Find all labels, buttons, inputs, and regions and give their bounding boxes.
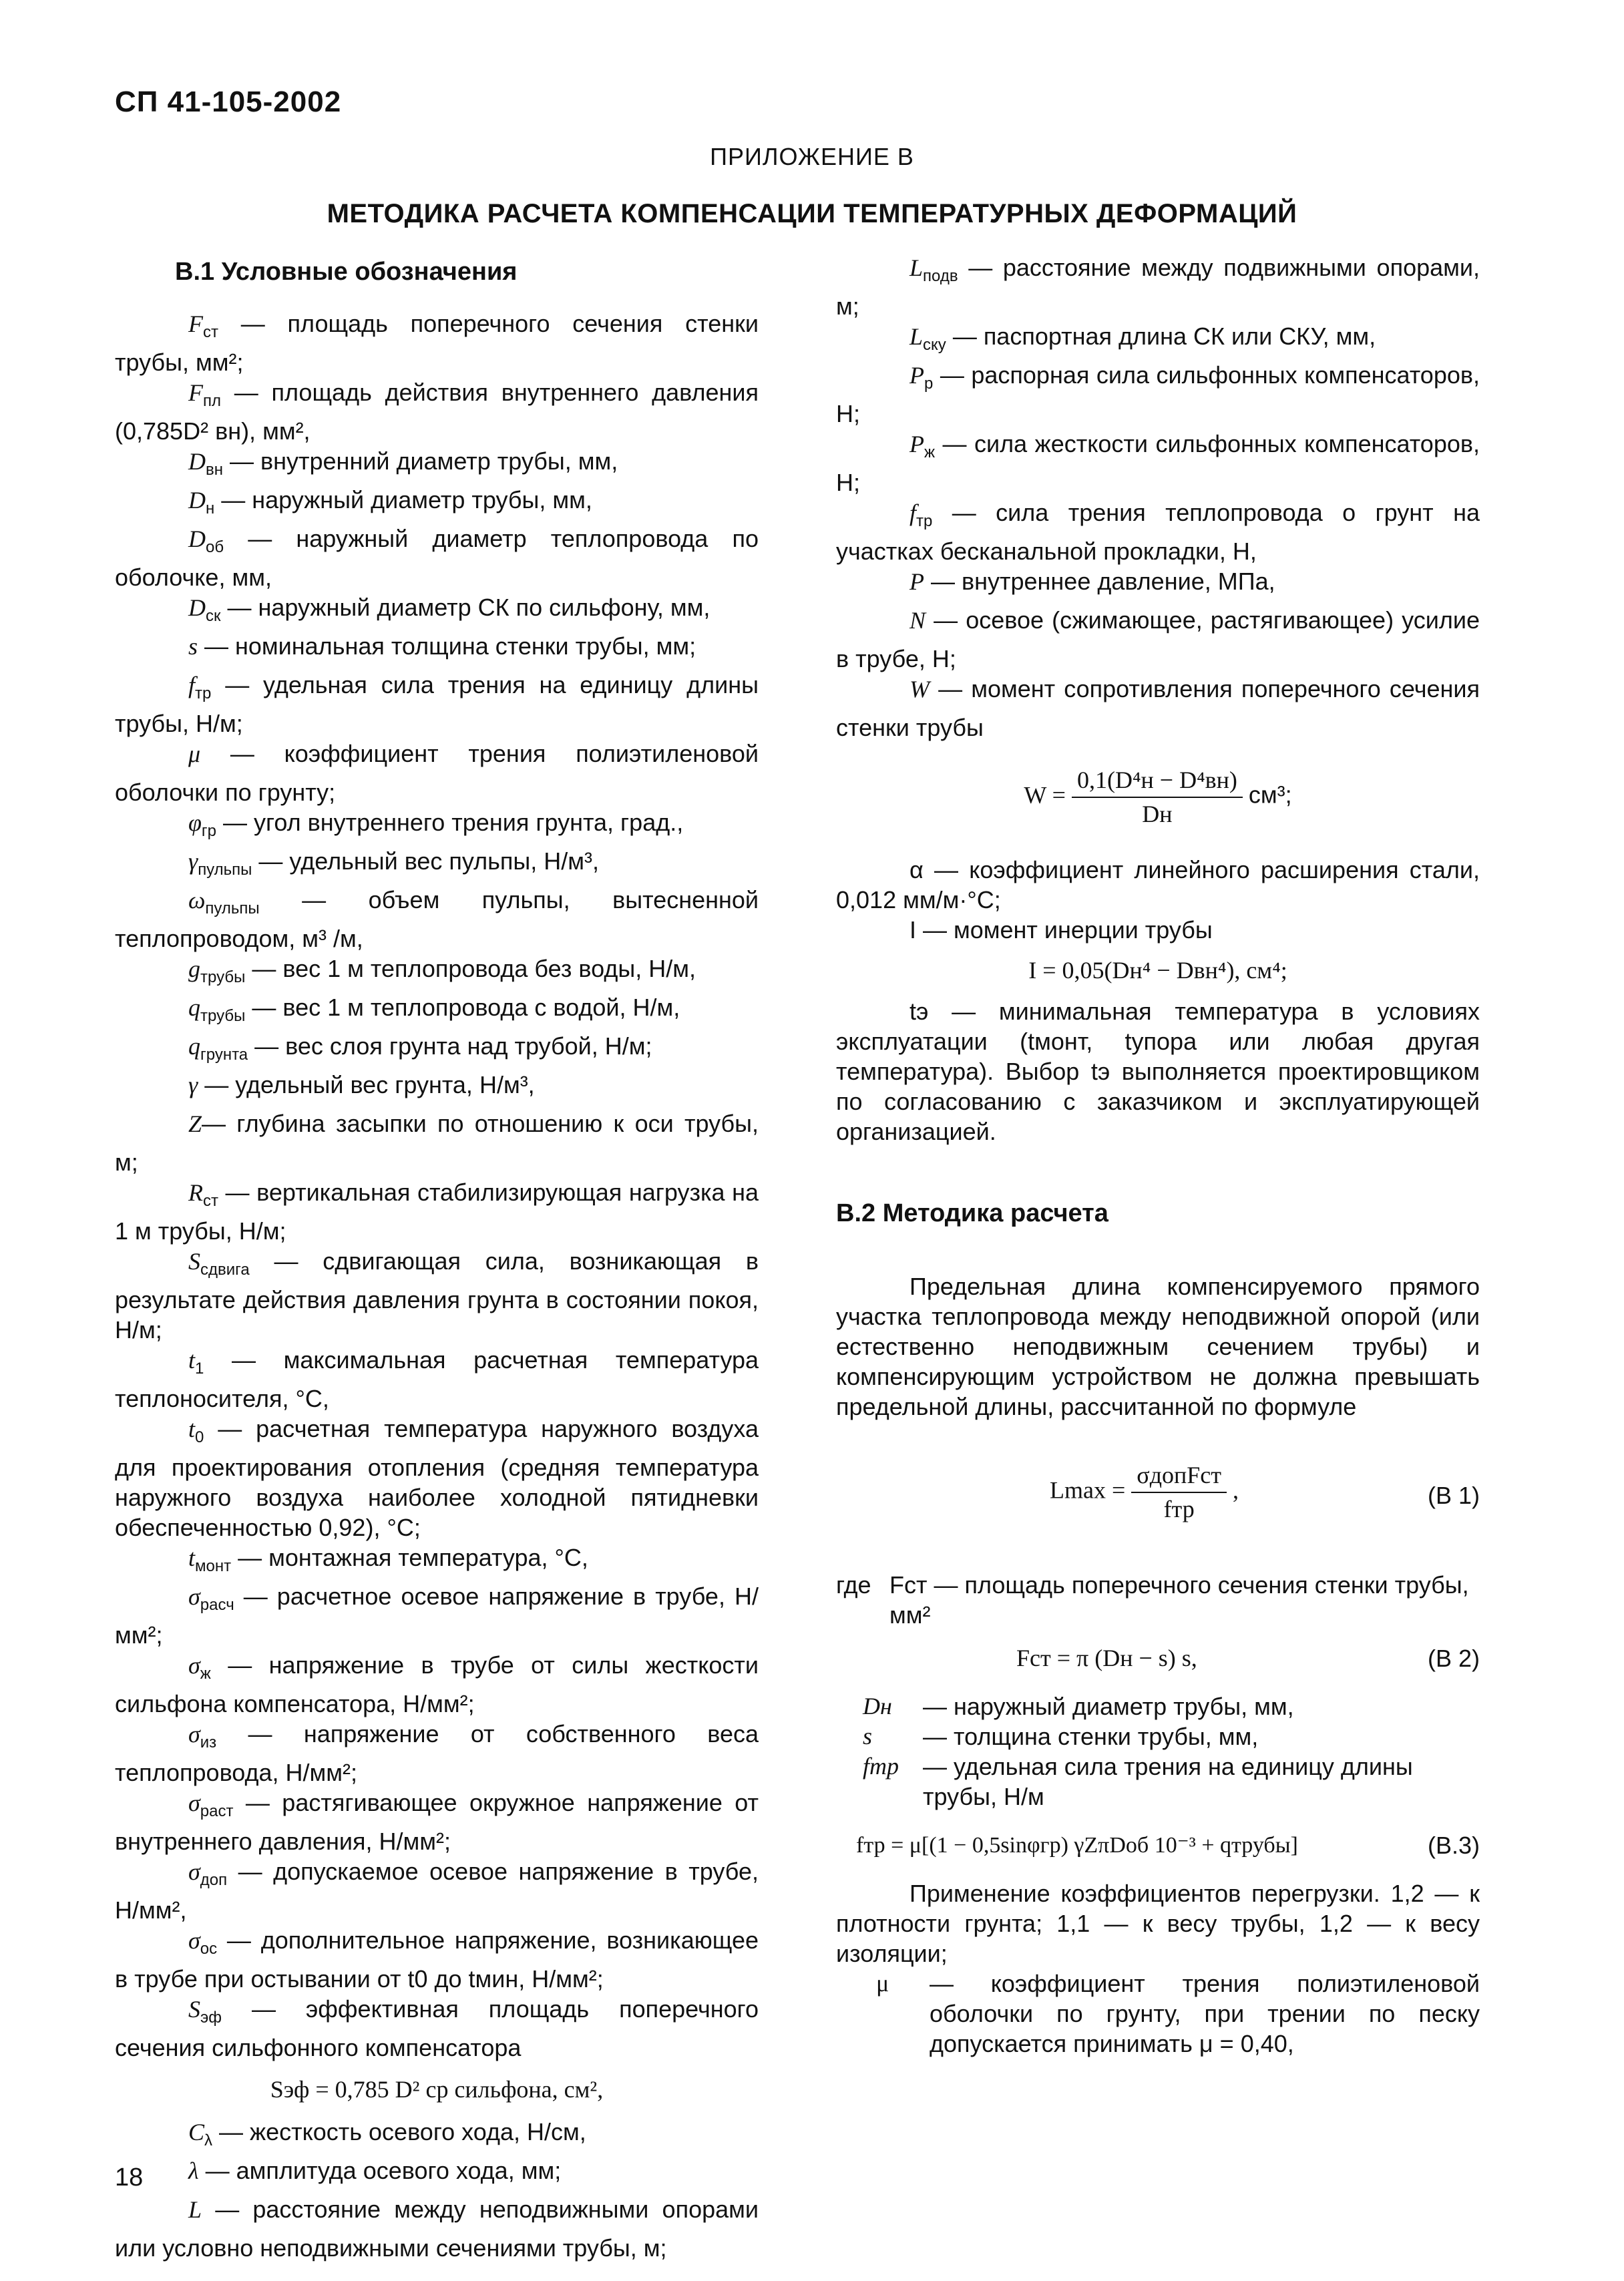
symbol-definition	[115, 1856, 759, 1925]
symbol-subscript: пульпы	[198, 861, 252, 879]
symbol: q	[188, 1033, 200, 1060]
symbol-description: — расчетное осевое напряжение в трубе, Н/мм²;	[115, 1583, 759, 1649]
symbol: P	[909, 362, 924, 389]
formula-w-lhs: W =	[1024, 781, 1066, 809]
formula-s-eff: Sэф = 0,785 D² ср сильфона, см²,	[270, 2076, 604, 2103]
symbol: L	[909, 323, 924, 350]
symbol-description: — напряжение от собственного веса теплопровода, Н/мм²;	[115, 1720, 759, 1786]
right-column	[836, 252, 1480, 2059]
formula-w-fraction	[1072, 765, 1243, 829]
symbol-subscript: тр	[916, 512, 933, 530]
section-b1-title: В.1 Условные обозначения	[175, 258, 518, 286]
symbol-subscript: ск	[206, 607, 221, 625]
symbol-subscript: доп	[200, 1871, 228, 1889]
symbol: f	[909, 499, 917, 526]
symbol-subscript: ску	[923, 336, 946, 354]
symbol-description: — вертикальная стабилизирующая нагрузка на 1 м трубы, Н/м;	[115, 1179, 759, 1245]
symbol-definition	[115, 846, 759, 885]
formula-w-numerator: 0,1(D⁴н − D⁴вн)	[1072, 765, 1243, 798]
symbol: C	[188, 2119, 205, 2145]
symbol: D	[188, 594, 206, 621]
appendix-label: ПРИЛОЖЕНИЕ В	[710, 143, 914, 170]
symbol-description: — объем пульпы, вытесненной теплопроводом, м³ /м,	[115, 886, 759, 952]
symbol: t	[188, 1347, 196, 1374]
symbol-definition	[836, 566, 1480, 605]
formula-b1-tail: ,	[1233, 1476, 1239, 1504]
symbol-definition	[115, 377, 759, 446]
symbol: Z	[188, 1110, 202, 1137]
symbol-description: — расстояние между подвижными опорами, м;	[836, 254, 1480, 320]
formula-w-unit: см³;	[1248, 781, 1292, 809]
symbol-description: — внутренний диаметр трубы, мм,	[223, 447, 618, 475]
symbol-definition	[115, 1542, 759, 1581]
symbol: λ	[188, 2157, 199, 2184]
symbol-definition	[115, 670, 759, 739]
formula-w	[836, 765, 1480, 829]
symbols-list	[115, 308, 759, 2063]
symbol-description: — монтажная температура, °С,	[231, 1544, 588, 1571]
symbol-subscript: трубы	[200, 968, 246, 986]
symbol-subscript: грунта	[200, 1046, 248, 1064]
formula-b2-number: (В 2)	[1427, 1645, 1480, 1672]
formula-b1	[1050, 1460, 1239, 1524]
symbol-definition	[115, 954, 759, 992]
symbol-description: — вес 1 м теплопровода без воды, Н/м,	[245, 955, 696, 982]
symbol-subscript: пульпы	[205, 899, 260, 917]
symbol: L	[188, 2196, 202, 2223]
symbol-definition	[115, 1414, 759, 1542]
symbol: σ	[188, 1927, 200, 1954]
symbol-description: — сила жесткости сильфонных компенсаторов, Н;	[836, 430, 1480, 496]
symbol-subscript: трубы	[200, 1007, 246, 1025]
inertia-definition: I — момент инерции трубы	[909, 916, 1213, 944]
symbol-definition	[836, 321, 1480, 360]
symbol: F	[188, 310, 203, 337]
symbol-subscript: р	[924, 375, 934, 393]
symbol-subscript: ж	[200, 1665, 211, 1683]
symbol-definition	[115, 1070, 759, 1108]
symbol-definition	[115, 1719, 759, 1788]
symbol-subscript: об	[206, 538, 224, 556]
symbol: t	[188, 1416, 196, 1442]
formula-b1-fraction	[1131, 1460, 1227, 1524]
symbol-description: — дополнительное напряжение, возникающее в трубе при остывании от t0 до tмин, Н/мм²;	[115, 1926, 759, 1993]
symbol-definition	[115, 1650, 759, 1719]
symbol-description: — распорная сила сильфонных компенсаторов, Н;	[836, 361, 1480, 427]
symbol-description: — номинальная толщина стенки трубы, мм;	[198, 632, 696, 660]
symbol-subscript: тр	[195, 684, 212, 702]
formula-b3-number: (В.3)	[1427, 1832, 1480, 1859]
formula-i: I = 0,05(Dн⁴ − Dвн⁴), см⁴;	[1028, 957, 1287, 984]
symbol-definition	[836, 252, 1480, 321]
symbol: D	[188, 487, 206, 513]
symbol-description: — расчетная температура наружного воздуха для проектирования отопления (средняя температура наружного воздуха наиболее холодной пятидневки обеспеченностью 0,92), °С;	[115, 1415, 759, 1541]
formula-b2-definition	[863, 1691, 1480, 1721]
formula-w-denominator: Dн	[1142, 801, 1173, 827]
symbol-description: — удельный вес грунта, Н/м³,	[198, 1071, 535, 1098]
symbol-definition	[115, 1994, 759, 2063]
symbol: q	[188, 994, 200, 1021]
symbols-list-2	[115, 2117, 759, 2263]
symbol: γ	[188, 848, 198, 875]
symbol: N	[909, 607, 926, 634]
definition-text: — наружный диаметр трубы, мм,	[923, 1693, 1294, 1720]
formula-b1-number: (В 1)	[1427, 1482, 1480, 1509]
symbol-definition	[115, 485, 759, 524]
symbol-description: — глубина засыпки по отношению к оси трубы, м;	[115, 1110, 759, 1176]
symbol: σ	[188, 1790, 200, 1816]
symbol-subscript: ст	[203, 1192, 218, 1210]
symbols-list-right	[836, 252, 1480, 743]
symbol-description: — удельный вес пульпы, Н/м³,	[252, 847, 600, 875]
symbol-subscript: сдвига	[200, 1261, 250, 1279]
symbol: σ	[188, 1858, 200, 1885]
symbol: σ	[188, 1652, 200, 1679]
symbol-definition	[115, 1031, 759, 1070]
definition-text: — толщина стенки трубы, мм,	[923, 1723, 1259, 1750]
symbol-description: — растягивающее окружное напряжение от внутреннего давления, Н/мм²;	[115, 1789, 759, 1855]
definition-symbol: fтр	[863, 1753, 899, 1780]
definition-symbol: s	[863, 1723, 873, 1749]
symbol-subscript: подв	[923, 267, 958, 285]
symbol-definition	[115, 592, 759, 631]
symbol-definition	[115, 807, 759, 846]
symbol-subscript: ст	[203, 323, 218, 341]
limit-length-paragraph: Предельная длина компенсируемого прямого участка теплопровода между неподвижной опорой (или естественно неподвижным сечением трубы) и компенсирующим устройством не должна превышать предельной длины, рассчитанной по формуле	[836, 1273, 1480, 1420]
symbol-description: — наружный диаметр СК по сильфону, мм,	[220, 594, 710, 621]
alpha-definition: α — коэффициент линейного расширения стали, 0,012 мм/м·°С;	[836, 856, 1480, 913]
symbol-description: — площадь поперечного сечения стенки трубы, мм²;	[115, 310, 759, 376]
symbol-description: — паспортная длина СК или СКУ, мм,	[946, 323, 1376, 350]
symbol-description: — вес 1 м теплопровода с водой, Н/м,	[245, 994, 680, 1021]
symbol-description: — наружный диаметр теплопровода по оболочке, мм,	[115, 525, 759, 591]
symbol: ω	[188, 887, 206, 913]
symbol-definition	[115, 1108, 759, 1177]
symbol: L	[909, 254, 924, 281]
formula-b3: fтр = μ[(1 − 0,5sinφгр) γZπDоб 10⁻³ + qтрубы]	[856, 1833, 1298, 1858]
symbol-subscript: вн	[206, 461, 224, 479]
symbol-definition	[115, 1246, 759, 1345]
symbol-definition	[836, 429, 1480, 497]
where-block	[836, 1570, 1480, 1630]
where-fst: Fст — площадь поперечного сечения стенки трубы, мм²	[889, 1571, 1469, 1629]
symbol-subscript: 1	[195, 1360, 204, 1378]
symbol-definition	[115, 308, 759, 377]
mu-definition	[876, 1968, 1480, 2059]
symbol: D	[188, 448, 206, 475]
symbol-description: — напряжение в трубе от силы жесткости сильфона компенсатора, Н/мм²;	[115, 1651, 759, 1717]
symbol: γ	[188, 1072, 198, 1098]
symbol: P	[909, 431, 924, 457]
left-column	[115, 308, 759, 2263]
symbol-description: — внутреннее давление, МПа,	[924, 568, 1275, 595]
mu-symbol: μ	[876, 1970, 889, 1997]
symbol-subscript: ж	[924, 443, 936, 461]
appendix-title: МЕТОДИКА РАСЧЕТА КОМПЕНСАЦИИ ТЕМПЕРАТУРНЫХ ДЕФОРМАЦИЙ	[327, 199, 1297, 228]
mu-text: — коэффициент трения полиэтиленовой оболочки по грунту, при трении по песку допускается принимать μ = 0,40,	[930, 1970, 1480, 2057]
symbol: W	[909, 676, 930, 702]
symbol-subscript: ос	[200, 1940, 218, 1958]
symbol-definition	[115, 992, 759, 1031]
symbol-description: — вес слоя грунта над трубой, Н/м;	[248, 1032, 652, 1060]
symbol-definition	[836, 497, 1480, 566]
symbol-definition	[115, 2194, 759, 2263]
symbol-definition	[836, 605, 1480, 674]
symbol: D	[188, 526, 206, 552]
symbol-description: — жесткость осевого хода, Н/см,	[212, 2118, 586, 2145]
symbol-description: — эффективная площадь поперечного сечения сильфонного компенсатора	[115, 1995, 759, 2061]
formula-b1-denominator: fтр	[1163, 1496, 1195, 1522]
symbol-description: — сила трения теплопровода о грунт на участках бесканальной прокладки, Н,	[836, 499, 1480, 565]
document-code: СП 41-105-2002	[115, 85, 342, 118]
symbol-definition	[115, 2117, 759, 2155]
symbol-subscript: эф	[200, 2009, 222, 2027]
symbol-description: — удельная сила трения на единицу длины трубы, Н/м;	[115, 671, 759, 737]
symbol-subscript: гр	[201, 822, 217, 840]
symbol: σ	[188, 1583, 200, 1610]
symbol-definition	[115, 1581, 759, 1650]
symbol-definition	[836, 674, 1480, 743]
symbol: S	[188, 1248, 200, 1275]
symbol: σ	[188, 1721, 200, 1747]
symbol-definition	[115, 885, 759, 954]
symbol-description: — допускаемое осевое напряжение в трубе, Н/мм²,	[115, 1858, 759, 1924]
definition-symbol: Dн	[863, 1693, 892, 1719]
symbol-description: — сдвигающая сила, возникающая в результате действия давления грунта в состоянии покоя, Н/м;	[115, 1247, 759, 1343]
symbol-subscript: λ	[204, 2131, 213, 2149]
formula-b1-lhs: Lmax =	[1050, 1476, 1126, 1504]
symbol: φ	[188, 809, 202, 836]
symbol-subscript: расч	[200, 1596, 234, 1614]
symbol-subscript: из	[200, 1733, 217, 1751]
formula-b2: Fст = π (Dн − s) s,	[1016, 1645, 1197, 1671]
symbol-subscript: раст	[200, 1802, 234, 1820]
page-number: 18	[115, 2163, 144, 2192]
section-b2-title: В.2 Методика расчета	[836, 1199, 1108, 1227]
symbol: S	[188, 1996, 200, 2023]
symbol-description: — момент сопротивления поперечного сечения стенки трубы	[836, 675, 1480, 741]
symbol-description: — расстояние между неподвижными опорами или условно неподвижными сечениями трубы, м;	[115, 2196, 759, 2262]
symbol-subscript: монт	[195, 1557, 232, 1575]
symbol-definition	[115, 1177, 759, 1246]
symbol-description: — осевое (сжимающее, растягивающее) усилие в трубе, Н;	[836, 606, 1480, 672]
symbol: f	[188, 672, 196, 698]
symbol: F	[188, 379, 203, 406]
symbol-subscript: 0	[195, 1428, 204, 1446]
te-definition: tэ — минимальная температура в условиях эксплуатации (tмонт, tупора или любая другая температура). Выбор tэ выполняется проектировщиком по согласованию с заказчиком и эксплуатирующей организацией.	[836, 998, 1480, 1145]
symbol-description: — максимальная расчетная температура теплоносителя, °С,	[115, 1346, 759, 1412]
symbol: P	[909, 568, 924, 595]
formula-b1-row	[836, 1460, 1480, 1540]
symbol: R	[188, 1179, 203, 1206]
symbol-description: — амплитуда осевого хода, мм;	[198, 2157, 562, 2184]
formula-b3-row	[836, 1824, 1480, 1868]
symbol-definition	[115, 1925, 759, 1994]
symbol-description: — коэффициент трения полиэтиленовой оболочки по грунту;	[115, 740, 759, 806]
symbol-subscript: н	[206, 499, 215, 517]
symbol: μ	[188, 741, 201, 767]
symbol: t	[188, 1544, 196, 1571]
symbol-definition	[115, 631, 759, 670]
symbol-definition	[115, 446, 759, 485]
symbol: g	[188, 956, 200, 982]
symbol-description: — площадь действия внутреннего давления (0,785D² вн), мм²,	[115, 379, 759, 445]
formula-b1-numerator: σдопFст	[1131, 1460, 1227, 1493]
where-label: где	[836, 1571, 871, 1599]
symbol-description: — наружный диаметр трубы, мм,	[214, 486, 592, 513]
formula-b2-row	[836, 1635, 1480, 1682]
symbol-definition	[836, 360, 1480, 429]
symbol-definition	[115, 1345, 759, 1414]
symbol-definition	[115, 1788, 759, 1856]
symbol-subscript: пл	[203, 392, 221, 410]
symbol: s	[188, 633, 198, 660]
symbol-definition	[115, 524, 759, 592]
overload-paragraph: Применение коэффициентов перегрузки. 1,2 — к плотности грунта; 1,1 — к весу трубы, 1,2 — к весу изоляции;	[836, 1880, 1480, 1967]
formula-b2-definitions	[863, 1691, 1480, 1812]
definition-text: — удельная сила трения на единицу длины трубы, Н/м	[923, 1753, 1413, 1810]
symbol-definition	[115, 2155, 759, 2194]
formula-b2-definition	[863, 1751, 1480, 1812]
symbol-definition	[115, 739, 759, 807]
formula-b2-definition	[863, 1721, 1480, 1751]
symbol-description: — угол внутреннего трения грунта, град.,	[216, 809, 684, 836]
